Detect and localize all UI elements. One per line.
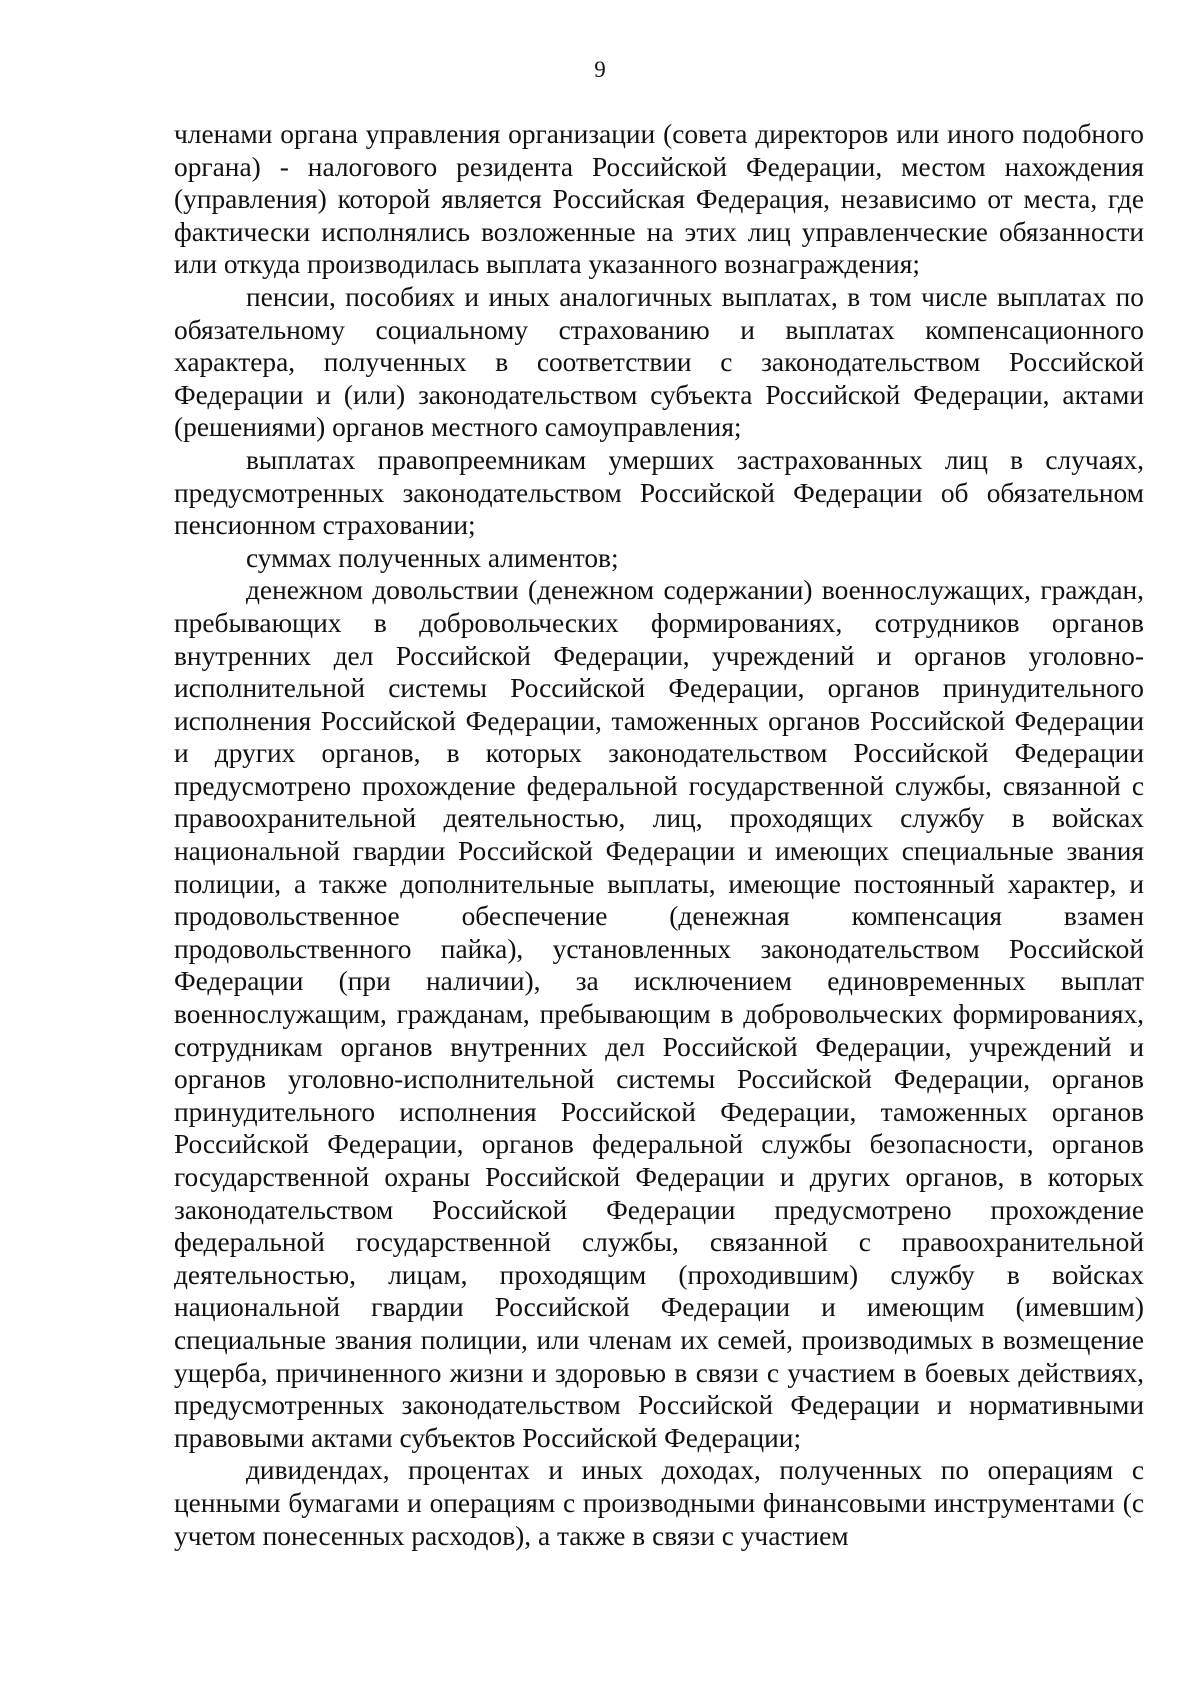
- paragraph-2: пенсии, пособиях и иных аналогичных выплатах, в том числе выплатах по обязательному социальному страхованию и выплатах компенсационного характера, полученных в соответствии с законодательством Российской Федерации и (или) законодательством субъекта Российской Федерации, актами (решениями) органов местного самоуправления;: [174, 281, 1144, 443]
- document-body: [174, 118, 1144, 1552]
- paragraph-3: выплатах правопреемникам умерших застрахованных лиц в случаях, предусмотренных законодательством Российской Федерации об обязательном пенсионном страховании;: [174, 444, 1144, 541]
- page-number: 9: [594, 57, 606, 82]
- paragraph-4: суммах полученных алиментов;: [246, 542, 619, 573]
- paragraph-5: денежном довольствии (денежном содержании) военнослужащих, граждан, пребывающих в добровольческих формированиях, сотрудников органов внутренних дел Российской Федерации, учреждений и органов уголовно-исполнительной системы Российской Федерации, органов принудительного исполнения Российской Федерации, таможенных органов Российской Федерации и других органов, в которых законодательством Российской Федерации предусмотрено прохождение федеральной государственной службы, связанной с правоохранительной деятельностью, лиц, проходящих службу в войсках национальной гвардии Российской Федерации и имеющих специальные звания полиции, а также дополнительные выплаты, имеющие постоянный характер, и продовольственное обеспечение (денежная компенсация взамен продовольственного пайка), установленных законодательством Российской Федерации (при наличии), за исключением единовременных выплат военнослужащим, гражданам, пребывающим в добровольческих формированиях, сотрудникам органов внутренних дел Российской Федерации, учреждений и органов уголовно-исполнительной системы Российской Федерации, органов принудительного исполнения Российской Федерации, таможенных органов Российской Федерации, органов федеральной службы безопасности, органов государственной охраны Российской Федерации и других органов, в которых законодательством Российской Федерации предусмотрено прохождение федеральной государственной службы, связанной с правоохранительной деятельностью, лицам, проходящим (проходившим) службу в войсках национальной гвардии Российской Федерации и имеющим (имевшим) специальные звания полиции, или членам их семей, производимых в возмещение ущерба, причиненного жизни и здоровью в связи с участием в боевых действиях, предусмотренных законодательством Российской Федерации и нормативными правовыми актами субъектов Российской Федерации;: [174, 575, 1144, 1453]
- paragraph-1: членами органа управления организации (совета директоров или иного подобного органа) - налогового резидента Российской Федерации, местом нахождения (управления) которой является Российская Федерация, независимо от места, где фактически исполнялись возложенные на этих лиц управленческие обязанности или откуда производилась выплата указанного вознаграждения;: [174, 119, 1144, 280]
- paragraph-6: дивидендах, процентах и иных доходах, полученных по операциям с ценными бумагами и операциям с производными финансовыми инструментами (с учетом понесенных расходов), а также в связи с участием: [174, 1455, 1144, 1551]
